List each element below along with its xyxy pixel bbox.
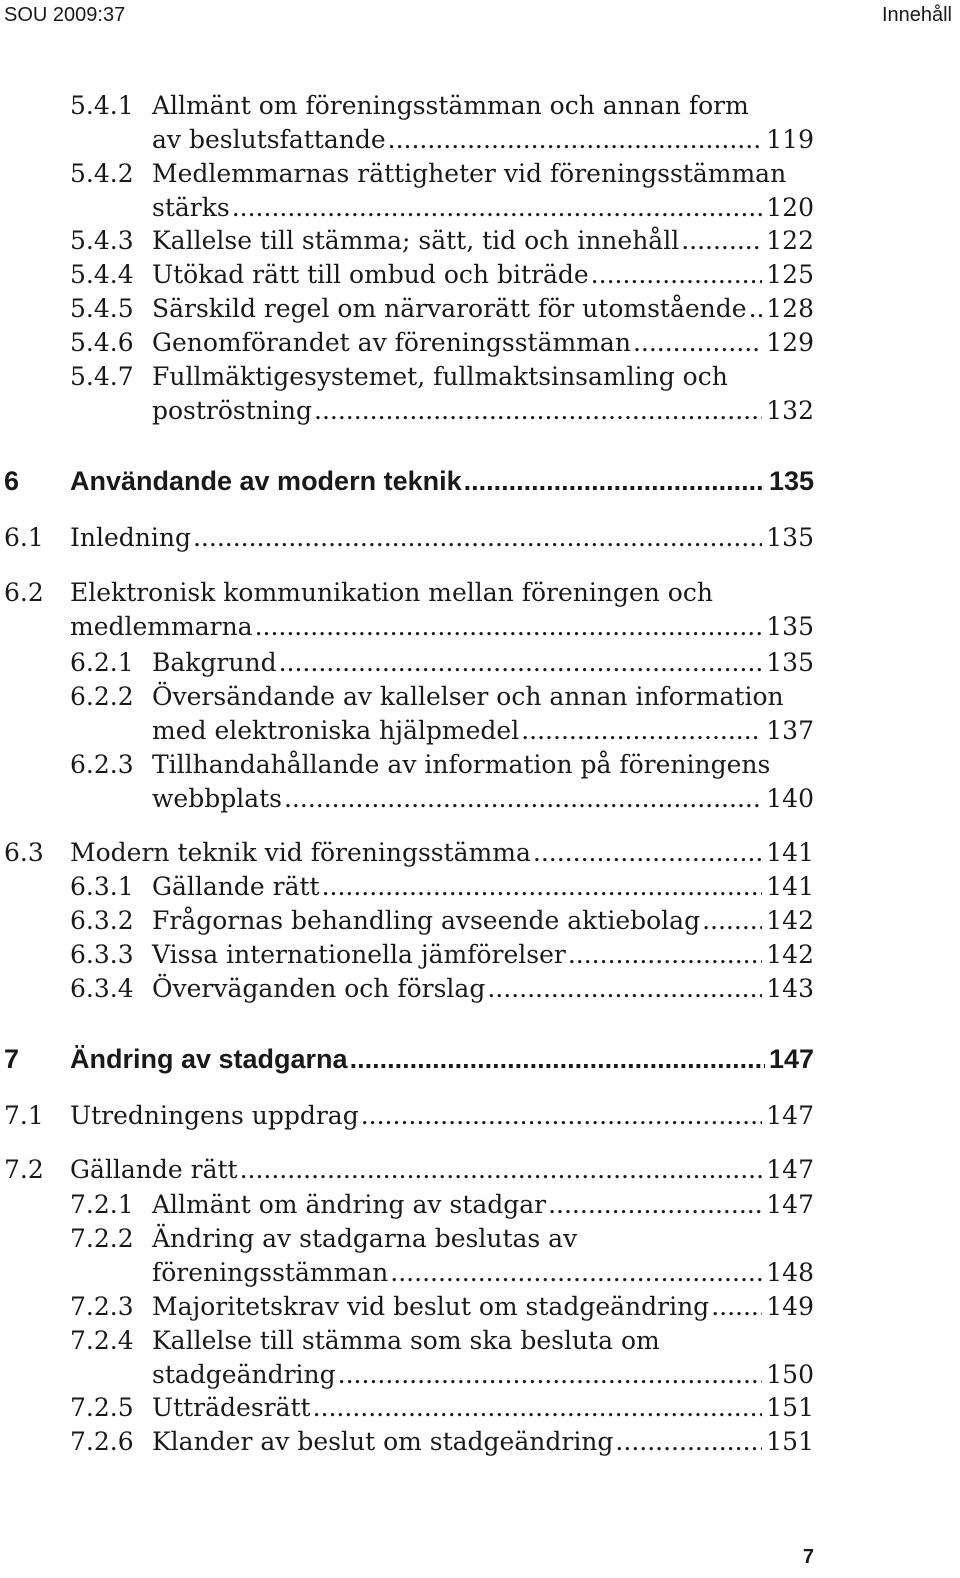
toc-entry-number: 5.4.6 xyxy=(70,328,134,357)
toc-entry-title-line: Särskild regel om närvarorätt för utomstående xyxy=(152,294,747,323)
toc-entry-number: 7.2.3 xyxy=(70,1292,134,1321)
toc-entry-title-line: Elektronisk kommunikation mellan föreningen och xyxy=(70,578,713,607)
toc-entry-title xyxy=(152,680,814,748)
toc-entry-title xyxy=(152,224,814,258)
dot-leader xyxy=(232,191,763,225)
toc-entry-page: 149 xyxy=(766,1292,814,1321)
toc-entry-page: 128 xyxy=(766,294,814,323)
toc-entry-title xyxy=(152,1188,814,1222)
toc-entry-title xyxy=(152,1324,814,1392)
dot-leader xyxy=(591,258,763,292)
dot-leader xyxy=(487,972,762,1006)
toc-entry-page: 151 xyxy=(766,1427,814,1456)
toc-entry-number: 5.4.1 xyxy=(70,91,134,120)
toc-entry-page: 147 xyxy=(768,1044,814,1074)
toc-entry-title xyxy=(152,646,814,680)
toc-entry-title-line: Medlemmarnas rättigheter vid föreningsstämman xyxy=(152,159,787,188)
toc-entry-title-line: Vissa internationella jämförelser xyxy=(152,940,566,969)
toc-entry-title xyxy=(152,292,814,326)
toc-entry-page: 150 xyxy=(766,1360,814,1389)
toc-entry-number: 6 xyxy=(4,466,20,496)
toc-entry-title xyxy=(152,972,814,1006)
toc-entry-title xyxy=(152,326,814,360)
dot-leader xyxy=(388,123,763,157)
dot-leader xyxy=(615,1425,762,1459)
dot-leader xyxy=(361,1099,763,1133)
toc-entry-title-line: Kallelse till stämma som ska besluta om xyxy=(152,1326,660,1355)
toc-entry-number: 7.2.6 xyxy=(70,1427,134,1456)
dot-leader xyxy=(338,1358,763,1392)
toc-entry-page: 135 xyxy=(768,466,814,496)
toc-entry-title xyxy=(152,1391,814,1425)
toc-entry-title xyxy=(70,521,814,555)
dot-leader xyxy=(521,714,762,748)
toc-entry-title-line: Inledning xyxy=(70,523,191,552)
toc-entry-title-line: Gällande rätt xyxy=(70,1155,238,1184)
toc-entry-title-line: Frågornas behandling avseende aktiebolag xyxy=(152,906,701,935)
page-number: 7 xyxy=(802,1546,814,1568)
toc-entry-title xyxy=(152,258,814,292)
toc-entry-number: 6.1 xyxy=(4,523,44,552)
toc-entry-title-line: Utredningens uppdrag xyxy=(70,1101,359,1130)
dot-leader xyxy=(240,1153,763,1187)
toc-entry-title-line: medlemmarna xyxy=(70,612,253,641)
toc-entry-title xyxy=(70,1153,814,1187)
toc-entry-title-line: Klander av beslut om stadgeändring xyxy=(152,1427,614,1456)
toc-entry-title-line: Översändande av kallelser och annan information xyxy=(152,682,784,711)
toc-entry-title xyxy=(70,1099,814,1133)
dot-leader xyxy=(193,521,762,555)
toc-entry-page: 147 xyxy=(766,1190,814,1219)
toc-entry-page: 132 xyxy=(766,396,814,425)
toc-entry-number: 7 xyxy=(4,1044,20,1074)
toc-entry-number: 6.3.4 xyxy=(70,974,134,1003)
toc-entry-title xyxy=(152,360,814,428)
toc-entry-title xyxy=(70,836,814,870)
toc-entry-title-line: föreningsstämman xyxy=(152,1258,389,1287)
dot-leader xyxy=(284,782,762,816)
toc-entry-page: 120 xyxy=(766,193,814,222)
toc-entry-title xyxy=(152,157,814,225)
toc-entry-number: 6.2.1 xyxy=(70,648,134,677)
dot-leader xyxy=(313,1391,763,1425)
toc-entry-number: 6.3 xyxy=(4,838,44,867)
toc-entry-title xyxy=(152,89,814,157)
toc-entry-title-line: Utträdesrätt xyxy=(152,1393,311,1422)
toc-entry-number: 7.2.5 xyxy=(70,1393,134,1422)
toc-entry-title-line: Ändring av stadgarna beslutas av xyxy=(152,1224,578,1253)
toc-entry-page: 119 xyxy=(766,125,814,154)
toc-entry-page: 148 xyxy=(766,1258,814,1287)
toc-entry-title-line: Bakgrund xyxy=(152,648,277,677)
toc-entry-title-line: Allmänt om föreningsstämman och annan form xyxy=(152,91,749,120)
toc-entry-title-line: Utökad rätt till ombud och biträde xyxy=(152,260,589,289)
toc-entry-title-line: Modern teknik vid föreningsstämma xyxy=(70,838,531,867)
toc-entry-title xyxy=(70,1042,814,1076)
toc-entry-number: 5.4.5 xyxy=(70,294,134,323)
toc-entry-title-line: Användande av modern teknik xyxy=(70,466,462,496)
toc-entry-number: 6.3.1 xyxy=(70,872,134,901)
toc-entry-number: 6.3.2 xyxy=(70,906,134,935)
dot-leader xyxy=(533,836,762,870)
toc-entry-page: 140 xyxy=(766,784,814,813)
dot-leader xyxy=(464,464,765,498)
toc-entry-number: 6.2.2 xyxy=(70,682,134,711)
toc-entry-title-line: webbplats xyxy=(152,784,282,813)
toc-entry-title-line: poströstning xyxy=(152,396,313,425)
toc-entry-number: 7.2.1 xyxy=(70,1190,134,1219)
toc-entry-page: 137 xyxy=(766,716,814,745)
toc-entry-title-line: Genomförandet av föreningsstämman xyxy=(152,328,631,357)
toc-entry-title xyxy=(152,1425,814,1459)
toc-entry-page: 143 xyxy=(766,974,814,1003)
toc-entry-title xyxy=(152,904,814,938)
dot-leader xyxy=(255,610,763,644)
toc-entry-title-line: stärks xyxy=(152,193,230,222)
toc-entry-title xyxy=(152,1290,814,1324)
toc-entry-title xyxy=(152,1222,814,1290)
toc-entry-page: 147 xyxy=(766,1101,814,1130)
toc-entry-page: 141 xyxy=(766,838,814,867)
dot-leader xyxy=(681,224,762,258)
toc-entry-number: 6.3.3 xyxy=(70,940,134,969)
toc-entry-page: 135 xyxy=(766,523,814,552)
toc-entry-page: 135 xyxy=(766,648,814,677)
dot-leader xyxy=(390,1256,762,1290)
toc-entry-number: 7.1 xyxy=(4,1101,44,1130)
toc-entry-number: 7.2.4 xyxy=(70,1326,134,1355)
toc-entry-title xyxy=(152,938,814,972)
running-header-right: Innehåll xyxy=(881,4,952,26)
toc-entry-number: 5.4.4 xyxy=(70,260,134,289)
toc-entry-title-line: Gällande rätt xyxy=(152,872,320,901)
dot-leader xyxy=(633,326,762,360)
toc-entry-title-line: Ändring av stadgarna xyxy=(70,1044,348,1074)
toc-entry-page: 129 xyxy=(766,328,814,357)
toc-entry-title-line: Allmänt om ändring av stadgar xyxy=(152,1190,547,1219)
toc-entry-title-line: Överväganden och förslag xyxy=(152,974,486,1003)
dot-leader xyxy=(568,938,762,972)
toc-entry-page: 142 xyxy=(766,906,814,935)
running-header-left: SOU 2009:37 xyxy=(4,4,126,26)
toc-entry-number: 6.2.3 xyxy=(70,750,134,779)
dot-leader xyxy=(548,1188,762,1222)
dot-leader xyxy=(350,1042,765,1076)
toc-entry-title xyxy=(152,870,814,904)
toc-entry-title xyxy=(152,748,814,816)
toc-entry-title-line: med elektroniska hjälpmedel xyxy=(152,716,520,745)
dot-leader xyxy=(711,1290,762,1324)
dot-leader xyxy=(322,870,763,904)
toc-entry-number: 6.2 xyxy=(4,578,44,607)
toc-entry-number: 7.2 xyxy=(4,1155,44,1184)
toc-entry-page: 151 xyxy=(766,1393,814,1422)
toc-entry-page: 122 xyxy=(766,226,814,255)
dot-leader xyxy=(702,904,762,938)
toc-entry-page: 147 xyxy=(766,1155,814,1184)
toc-entry-title-line: Kallelse till stämma; sätt, tid och innehåll xyxy=(152,226,680,255)
dot-leader xyxy=(279,646,763,680)
toc-entry-number: 5.4.3 xyxy=(70,226,134,255)
toc-entry-title-line: Tillhandahållande av information på föreningens xyxy=(152,750,771,779)
toc-entry-title-line: av beslutsfattande xyxy=(152,125,386,154)
toc-entry-number: 5.4.7 xyxy=(70,362,134,391)
toc-entry-title xyxy=(70,464,814,498)
toc-entry-page: 142 xyxy=(766,940,814,969)
toc-entry-number: 7.2.2 xyxy=(70,1224,134,1253)
toc-entry-title-line: stadgeändring xyxy=(152,1360,336,1389)
toc-entry-title xyxy=(70,576,814,644)
toc-entry-title-line: Fullmäktigesystemet, fullmaktsinsamling och xyxy=(152,362,728,391)
dot-leader xyxy=(314,394,762,428)
toc-entry-page: 135 xyxy=(766,612,814,641)
toc-entry-page: 125 xyxy=(766,260,814,289)
dot-leader xyxy=(749,292,763,326)
toc-entry-page: 141 xyxy=(766,872,814,901)
toc-entry-number: 5.4.2 xyxy=(70,159,134,188)
toc-entry-title-line: Majoritetskrav vid beslut om stadgeändring xyxy=(152,1292,710,1321)
